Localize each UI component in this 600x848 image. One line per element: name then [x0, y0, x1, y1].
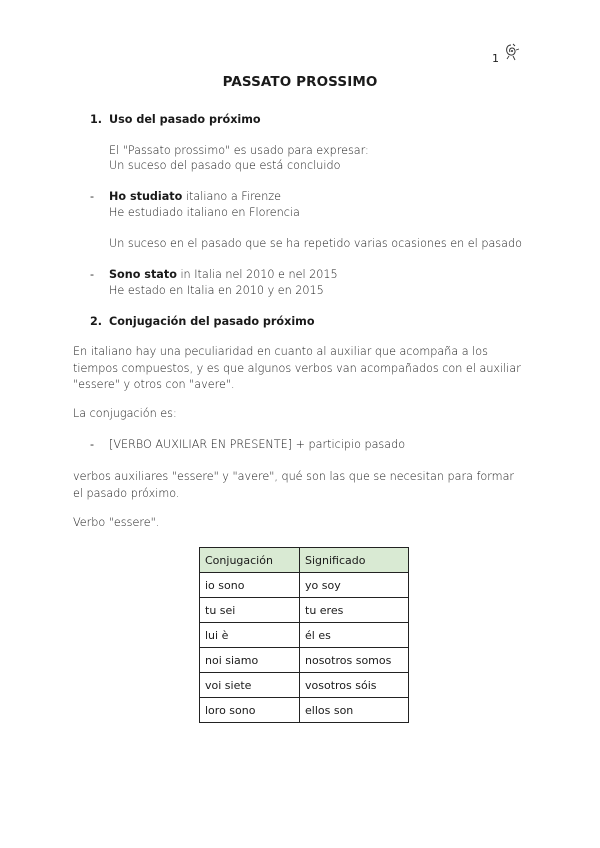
table-cell: nosotros somos — [300, 648, 409, 673]
section1-intro-line2: Un suceso del pasado que está concluido — [109, 159, 341, 172]
example2-verb: Sono stato — [109, 268, 177, 281]
example1-sentence — [109, 189, 281, 205]
formula-bullet: - — [90, 438, 95, 451]
example1-translation: He estudiado italiano en Florencia — [109, 206, 300, 219]
section2-paragraph1: En italiano hay una peculiaridad en cuanto al auxiliar que acompaña a los tiempos compuestos, y es que algunos verbos van acompañados con el auxiliar "essere" y otros con "avere". — [73, 345, 521, 391]
example1-rest: italiano a Firenze — [182, 190, 282, 203]
table-header-row — [200, 548, 409, 573]
table-cell: tu sei — [200, 598, 300, 623]
section2-number: 2. — [90, 315, 103, 328]
page-number: 1 — [492, 52, 499, 65]
section1-heading: Uso del pasado próximo — [109, 113, 261, 126]
example2-bullet: - — [90, 268, 95, 281]
example1-verb: Ho studiato — [109, 190, 183, 203]
formula-text: [VERBO AUXILIAR EN PRESENTE] + participio pasado — [109, 438, 406, 451]
table-cell: vosotros sóis — [300, 673, 409, 698]
example2-sentence — [109, 267, 338, 283]
table-row — [200, 573, 409, 598]
table-row — [200, 648, 409, 673]
table-row — [200, 623, 409, 648]
table-header-cell: Conjugación — [200, 548, 300, 573]
page-title: PASSATO PROSSIMO — [222, 74, 378, 90]
table-cell: yo soy — [300, 573, 409, 598]
table-cell: noi siamo — [200, 648, 300, 673]
section2-paragraph3: verbos auxiliares "essere" y "avere", qué son las que se necesitan para formar el pasado próximo. — [73, 470, 515, 500]
example2-rest: in Italia nel 2010 e nel 2015 — [176, 268, 338, 281]
section2-heading: Conjugación del pasado próximo — [109, 315, 315, 328]
doodle-logo-icon — [503, 42, 521, 62]
section2-paragraph2: La conjugación es: — [73, 407, 177, 420]
table-row — [200, 698, 409, 723]
conjugation-table — [199, 547, 409, 723]
table-cell: loro sono — [200, 698, 300, 723]
table-cell: él es — [300, 623, 409, 648]
table-cell: voi siete — [200, 673, 300, 698]
table-cell: tu eres — [300, 598, 409, 623]
section1-intro-line1: El "Passato prossimo" es usado para expresar: — [109, 144, 369, 157]
table-cell: lui è — [200, 623, 300, 648]
table-row — [200, 673, 409, 698]
example2-translation: He estado en Italia en 2010 y en 2015 — [109, 284, 324, 297]
section1-repeated: Un suceso en el pasado que se ha repetido varias ocasiones en el pasado — [109, 237, 522, 250]
table-row — [200, 598, 409, 623]
table-cell: io sono — [200, 573, 300, 598]
section1-number: 1. — [90, 113, 103, 126]
section2-paragraph4: Verbo "essere". — [73, 516, 160, 529]
example1-bullet: - — [90, 190, 95, 203]
table-header-cell: Significado — [300, 548, 409, 573]
table-cell: ellos son — [300, 698, 409, 723]
